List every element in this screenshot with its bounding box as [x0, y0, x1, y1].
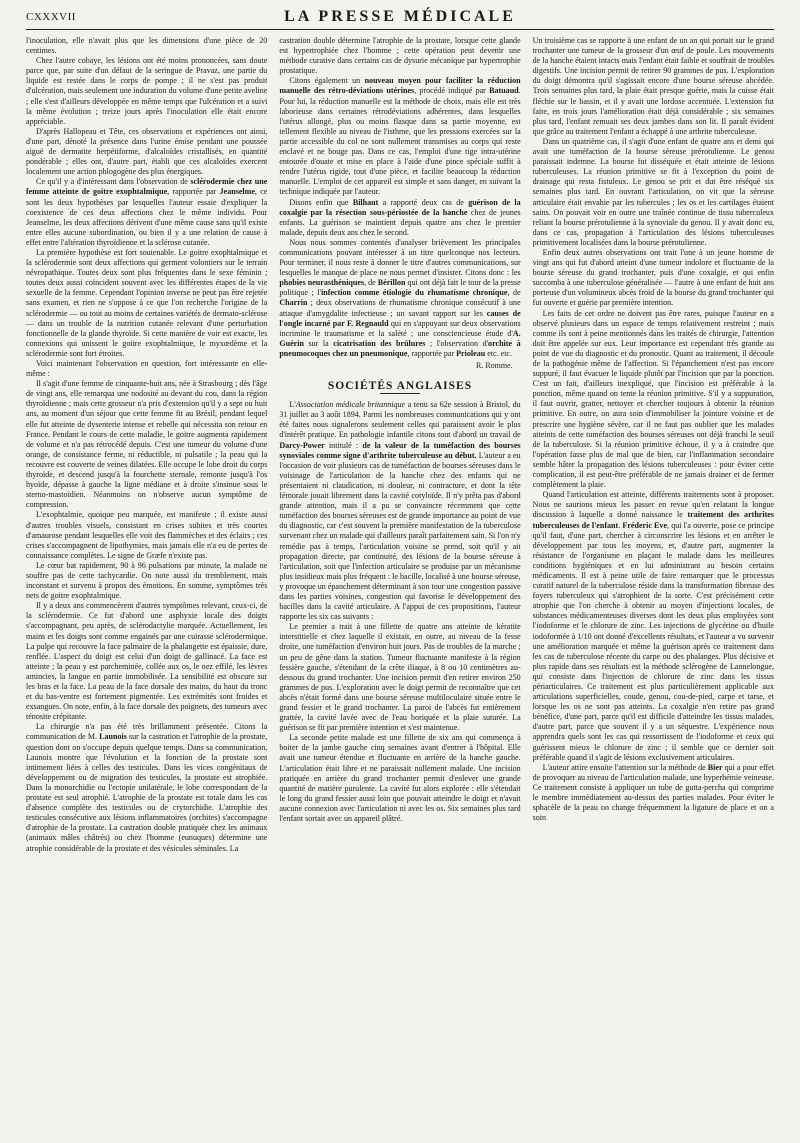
paragraph: La seconde petite malade est une fillette de six ans qui commença à boiter de la jambe gauche cinq semaines avant d'entrer à l'hôpital. Elle avait une tumeur étendue et fluctuante en arrière de la hanche gauche. L'articulation était libre et ne paraissait nullement malade. Une incision pratiquée en arrière du grand trochanter permit d'enlever une grande quantité de matière purulente. La cavité fut alors explorée : elle s'étendait le long du grand fessier aussi loin que pouvait atteindre le doigt et n'avait aucune connexion avec l'articulation ni avec les os. Six semaines plus tard l'enfant sortait avec un appareil plâtré. — [279, 733, 521, 824]
paragraph: Ce qu'il y a d'intéressant dans l'observation de sclérodermie chez une femme atteinte de goitre exophtalmique, rapportée par Jeanselme, ce sont les deux hypothèses par lesquelles l'auteur essaie d'expliquer la coexistence de ces deux affections chez le même individu. Pour Jeanselme, les deux affections dérivent d'une même cause sans qu'il existe entre elles aucune subordination, ou bien il y a une relation de cause à effet entre l'altération thyroïdienne et la sclérose cutanée. — [26, 177, 268, 247]
paragraph: Il y a deux ans commencèrent d'autres symptômes relevant, ceux-ci, de la sclérodermie. Ce fut d'abord une asphyxie locale des doigts s'accompagnant, peu après, de sclérodactylie marquée. Actuellement, les mains et les doigts sont comme engainés par une cuirasse sclérodermique. La pulpe qui recouvre la face palmaire de la phalangette est épaissie, dure, renflée. L'aspect du doigt est celui d'un doigt de gallinacé. La face est atteinte ; la peau y est parcheminée, collée aux os, le nez effilé, les lèvres amincies, la langue en partie immobilisée. La sensibilité est obscure sur les bras et la face. La peau de la face dorsale des mains, du haut du tronc et du bas-ventre est fortement pigmentée. Les extrémités sont froides et exsangues. On note, enfin, à la face dorsale des poignets, des tumeurs avec ténosite crépitante. — [26, 601, 268, 722]
author-name: Darcy-Power — [279, 440, 325, 450]
paragraph: Il s'agit d'une femme de cinquante-huit ans, née à Strasbourg ; dès l'âge de vingt ans, elle remarqua une nodosité au devant du cou, dans la région thyroïdienne ; mais cette grosseur n'a pris d'extension qu'il y a sept ou huit ans, au moment d'un séjour que cette femme fit au Brésil, pendant lequel elle fut atteinte de dysenterie intense et rebelle qui nécessita son retour en France. Pendant le cours de cette maladie, le goitre augmenta rapidement de volume et n'a pas rétrocédé depuis. C'est une tumeur du volume d'une orange, de consistance ferme, ni réductible, ni pulsatile ; la peau qui la recouvre est couverte de veines dilatées. Elle occupe le lobe droit du corps thyroïde, et descend jusqu'à la fourchette sternale, remonte jusqu'à l'os hyoïde, dépasse à gauche la ligne médiane et à droite s'insinue sous le sterno-mastoïdien. Néanmoins on n'observe aucun symptôme de compression. — [26, 379, 268, 510]
paragraph: Quand l'articulation est atteinte, différents traitements sont à proposer. Nous ne saurions mieux les passer en revue qu'en relatant la longue discussion à laquelle a donné naissance le traitement des arthrites tuberculeuses de l'enfant. Fréderic Eve, qui l'a ouverte, pose ce principe qu'il faut, d'une part, chercher à circonscrire les lésions et en arrêter le développement par tous les moyens, et, d'autre part, augmenter la résistance de l'organisme en plaçant le malade dans les meilleures conditions hygiéniques et en lui administrant au besoin certains médicaments. Il est à peine utile de faire remarquer que le processus curatif naturel de la tuberculose réside dans la transformation fibreuse des foyers tuberculeux qui s'atrophient de la sorte. C'est précisément cette atrophie que l'on cherche à obtenir au moyen d'injections locales, de substances médicamenteuses diverses dont les deux plus employées sont l'iodoforme et le chlorure de zinc. Les injections de glycérine ou d'huile iodoformée à 1/10 ont donné d'excellents résultats, et l'auteur a vu survenir une amélioration marquée et même la guérison après ce traitement dans les cas de tuberculose récente du carpe ou des phalanges. Plus décisive et plus rapide dans ses résultats est la méthode sclérogène de Lannelongue, qui consiste dans l'injection de chlorure de zinc dans les tissus périarticulaires. Ce traitement est plus particulièrement applicable aux articulations superficielles, coude, genou, cou-de-pied, carpe et tarse, et lorsque les os ne sont pas atteints. La coxalgie n'en retire pas grand bénéfice, d'une part, parce qu'il est difficile d'atteindre les tissus malades, d'autre part, parce que souvent il y a un séquestre. L'expérience nous apprendra quels sont les cas qui ressortissent de l'iodoforme et ceux qui guérissent mieux le chlorure de zinc ; il semble que ce dernier soit préférable quand il s'agit de lésions exclusivement articulaires. — [532, 490, 774, 762]
paragraph: Citons également un nouveau moyen pour faciliter la réduction manuelle des rétro-déviations utérines, procédé indiqué par Batuaud. Pour lui, la réduction manuelle est la méthode de choix, mais elle est très laborieuse dans certaines rétrodéviations adhérentes, dans lesquelles l'utérus allongé, plus ou moins flasque dans sa partie moyenne, est tellement flexible au niveau de l'isthme, que les pressions exercées sur la partie accessible du col ne sont nullement transmises au corps qui reste enclavé et ne bouge pas. Dans ce cas, l'emploi d'une tige intra-utérine entourée d'ouate et mise en place à l'aide d'une pince spéciale suffit à rendre l'utérus rigide, tout d'une pièce, et facilite beaucoup la réduction manuelle. L'emploi de cet appareil est simple et sans danger, en suivant la technique indiquée par l'auteur. — [279, 76, 521, 197]
paragraph: D'après Hallopeau et Tête, ces observations et expériences ont ainsi, d'une part, dénoté la présence dans l'urine émise pendant une poussée aiguë de dermatite herpétiforme, d'alcaloïdes cristallisés, en quantité pondérable ; elles ont, d'autre part, établi que ces alcaloïdes exercent localement une action phlogogène des plus énergiques. — [26, 126, 268, 177]
column-3 — [533, 36, 774, 1136]
paragraph: l'inoculation, elle n'avait plus que les dimensions d'une pièce de 20 centimes. — [26, 36, 268, 56]
paragraph: L'auteur attire ensuite l'attention sur la méthode de Bier qui a pour effet de provoquer au niveau de l'articulation malade, une hyperhémie veineuse. Ce traitement consiste à appliquer un tube de gutta-percha qui comprime le membre immédiatement au-dessus des parties malades. Pour éviter le sphacèle de la peau on change fréquemment la ligature de place et on a soin — [532, 762, 774, 823]
paragraph: Disons enfin que Bilhaut a rapporté deux cas de guérison de la coxalgie par la résection sous-périostée de la hanche chez de jeunes enfants. La guérison se maintient depuis quatre ans chez le premier malade, depuis deux ans chez le second. — [279, 197, 521, 237]
paragraph: Chez l'autre cobaye, les lésions ont été moins prononcées, sans doute parce que, par suite d'un défaut de la seringue de Pravaz, une partie du liquide est restée dans le corps de pompe ; il ne s'est pas produit d'ulcération, mais seulement une induration du volume d'une petite aveline ; elle s'est d'ailleurs développée en même temps que l'ulcération et a suivi la même évolution ; treize jours après l'inoculation elle était encore appréciable. — [26, 56, 268, 126]
article-signature: R. Romme. — [475, 361, 513, 370]
text-columns — [26, 36, 774, 1136]
column-1 — [26, 36, 267, 1136]
paragraph: La chirurgie n'a pas été très brillamment présentée. Citons la communication de M. Launois sur la castration et l'atrophie de la prostate, question dont on s'occupe depuis quelque temps. Dans sa communication, Launois montre que l'évolution et la fonction de la prostate sont intimement liées à celles des testicules. Dans les vices congénitaux de développement ou de migration des testicules, la prostate est atrophiée. Dans la monorchidie ou l'ectopie unilatérale, le lobe correspondant de la prostate est seul atrophié. L'atrophie de la prostate est totale dans les cas d'absence complète des testicules ou de crytorchidie. L'atrophie des testicules consécutive aux lésions inflammatoires (orchites) s'accompagne d'atrophie de la prostate. La castration double pratiquée chez les animaux (animaux mâles châtrés) ou chez l'homme (eunuques) détermine une atrophie considérable de la prostate et des vésicules séminales. La — [26, 722, 268, 853]
topic-title: guérison de la coxalgie par la résection sous-périostée de la hanche — [279, 197, 521, 217]
topic-title: sclérodermie chez une femme atteinte de goitre exophtalmique — [26, 177, 268, 197]
topic-title: traitement des arthrites tuberculeuses de l'enfant — [532, 510, 774, 530]
section-heading: SOCIÉTÉS ANGLAISES — [327, 380, 473, 393]
author-name: Fréderic Eve — [622, 520, 668, 530]
paragraph: Un troisième cas se rapporte à une enfant de un an qui portait sur le grand trochanter une tumeur de la grosseur d'un œuf de poule. Les mouvements de la hanche étaient intacts mais l'enfant était faible et souffrait de troubles digestifs. Une incision permit de retirer 90 grammes de pus. L'exploration du doigt démontra qu'il s'agissait encore d'une bourse séreuse abcédée. Trois semaines plus tard, la plaie était presque guérie, mais la cuisse était fléchie sur le bassin, et il y avait une lordose accentuée. L'extension fut faite, en trois jours l'amélioration était déjà considérable ; six semaines plus tard, l'enfant remuait ses deux jambes dans son lit. Il paraît évident que grâce au traitement l'enfant a échappé à une arthrite tuberculeuse. — [532, 36, 774, 136]
column-2 — [279, 36, 520, 1136]
paragraph: L'Association médicale britannique a tenu sa 62e session à Bristol, du 31 juillet au 3 août 1894. Parmi les nombreuses communications qui y ont été faites nous signalerons seulement celles qui paraissent avoir le plus d'intérêt pratique. En pathologie infantile citons tout d'abord un travail de Darcy-Power intitulé : de la valeur de la tuméfaction des bourses synoviales comme signe d'arthrite tuberculeuse au début. L'auteur a eu l'occasion de voir plusieurs cas de tuméfaction de bourses séreuses dans le voisinage de l'articulation de la hanche chez des enfants qui ne présentaient ni claudication, ni douleur, ni contracture, et dont la tête fémorale jouait librement dans la cavité cotyloïde. Il n'y prêta pas d'abord grande attention, mais il a pu se convaincre récemment que cette tuméfaction des bourses séreuses est de grande importance au point de vue du diagnostic, car c'est souvent la première manifestation de la tuberculose survenant chez un malade qui d'ailleurs paraît parfaitement sain. Si l'on n'y remédie pas à temps, l'articulation voisine se prend, soit qu'il y ait propagation directe, par continuité, des lésions de la bourse séreuse à l'articulation, soit que l'infection articulaire se produise par un mécanisme plus insidieux mais plus fréquent : le bacille, localisé à une bourse séreuse, y provoque un épanchement déterminant à son tour une congestion passive dans les parties voisines, congestion qui favorise le développement des bacilles dans la cavité articulaire. A l'appui de ces propositions, l'auteur rapporte les six cas suivants : — [279, 400, 521, 622]
paragraph: La première hypothèse est fort soutenable. Le goitre exophtalmique et la sclérodermie sont deux affections qui germent volontiers sur le terrain névropathique. Toutes deux sont plus fréquentes dans le sexe féminin ; toutes deux aussi coïncident souvent avec les différentes étapes de la vie sexuelle de la femme. Cependant l'opinion inverse ne peut pas être rejetée sans examen, et rien ne s'oppose à ce que l'on recherche l'origine de la sclérodermie — ou tout au moins de certaines variétés de dermato-sclérose — dans un trouble de la nutrition cutanée relevant d'une perturbation fonctionnelle de la glande thyroïde. Si cette manière de voir est exacte, les connexions qui unissent le goitre exophtalmique, le myxœdème et la sclérodermie sont fort étroites. — [26, 247, 268, 358]
paragraph: Le cœur bat rapidement, 90 à 96 pulsations par minute, la malade ne souffre pas de cette tachycardie. On note aussi du tremblement, mais inconstant et survenu à propos des émotions. En somme, symptômes très nets de goitre exophtalmique. — [26, 560, 268, 601]
paragraph: Enfin deux autres observations ont trait l'une à un jeune homme de vingt ans qui fut d'abord atteint d'une tumeur indolore et fluctuante de la bourse séreuse du grand trochanter, puis d'une coxalgie, et qui enfin succomba à une tuberculose généralisée — l'autre à une enfant de huit ans porteuse d'un volumineux abcès froid de la bourse du grand trochanter qui fut ouverte et guérie par première intention. — [532, 247, 774, 308]
paragraph: Les faits de cet ordre ne doivent pas être rares, puisque l'auteur en a observé plusieurs dans un espace de temps relativement restreint ; mais comme ils sont à peine mentionnés dans les traités de chirurgie, l'attention doit être appelée sur eux. Leur importance est cependant très grande au point de vue du diagnostic et du pronostic. Quant au traitement, il découle de la pathogénie même de l'affection. Si l'épanchement n'est pas encore suppuré, il faut évacuer le liquide plutôt par l'incision que par la ponction. C'est un fait, d'ailleurs inexpliqué, que l'incision est préférable à la ponction, même quand on tente la réunion primitive. S'il y a suppuration, il faut ouvrir, gratter, nettoyer et chercher toujours à obtenir la réunion primitive. En outre, on aura soin d'immobiliser la jointure voisine et de prescrire une hygiène sévère, car il ne faut pas oublier que les malades atteints de cette tuméfaction des bourses séreuses ont déjà franchi le seuil de la tuberculose. Si la réunion primitive échoue, il y a à craindre que l'opération fasse plus de mal que de bien, car l'inflammation secondaire semble hâter la propagation des lésions tuberculeuses : pour éviter cette complication, il est peut-être préférable de ne jamais drainer et de fermer complètement la plaie. — [532, 308, 774, 490]
section-divider — [380, 393, 420, 394]
paragraph: Dans un quatrième cas, il s'agit d'une enfant de quatre ans et demi qui avait une tuméfaction de la bourse séreuse prérotulienne. Le genou paraissait indemne. La bourse fut disséquée et était atteinte de lésions tuberculeuses. La réunion primitive se fit à l'exception du point de drainage qui resta fistuleux. Le genou se prit et dut être réséqué six semaines plus tard. En ouvrant l'articulation, on vit que la séreuse articulaire était envahie par les tubercules ; les os et les cartilages étaient sains. On pouvait voir en outre une traînée continue de tissu tuberculeux reliant la bourse prérotulienne à la synoviale du genou. Il y avait donc eu, dans ce cas, propagation à l'articulation des lésions tuberculeuses primitivement localisées dans la bourse prérotulienne. — [532, 136, 774, 247]
paragraph: L'exophtalmie, quoique peu marquée, est manifeste ; il existe aussi d'autres troubles visuels, consistant en crises subites et très courtes d'amaurose pendant lesquelles elle voit des flammèches et des éclairs ; ces crises s'accompagnent de lipothymies, mais jamais elle n'a eu de pertes de connaissance complètes. Le signe de Græfe n'existe pas. — [26, 510, 268, 560]
paragraph: castration double détermine l'atrophie de la prostate, lorsque cette glande est hypertrophiée chez l'homme ; cette opération peut devenir une méthode curative dans certains cas de dysurie mécanique par hypertrophie prostatique. — [279, 36, 521, 76]
paragraph: Le premier a trait à une fillette de quatre ans atteinte de kératite interstitielle et chez laquelle il existait, en outre, au niveau de la fesse droite, une tuméfaction d'environ huit jours. Pas de troubles de la marche ; un peu de gêne dans la station. Tumeur fluctuante manifeste à la région fessière gauche, s'étendant de la crête iliaque, à 8 ou 10 centimètres au-dessous du grand trochanter. Une incision permit d'en retirer environ 250 grammes de pus. L'exploration avec le doigt permit de reconnaître que cet abcès n'était formé dans une bourse séreuse multiloculaire située entre le grand fessier et le grand trochanter. La paroi de l'abcès fut entièrement grattée, la cavité lavée avec de l'eau boriquée et la plaie suturée. La guérison se fit par première intention et s'est maintenue. — [279, 622, 521, 733]
page-header — [26, 7, 774, 30]
author-name: Bier — [707, 762, 723, 772]
author-name: Bilhaut — [352, 197, 379, 207]
author-name: Batuaud — [489, 86, 519, 96]
page-number: CXXXVII — [26, 11, 76, 23]
masthead-title: LA PRESSE MÉDICALE — [284, 8, 516, 25]
topic-title: de la valeur de la tuméfaction des bourses synoviales comme signe d'arthrite tuberculeuse au début. — [279, 440, 521, 460]
paragraph: Voici maintenant l'observation en question, fort intéressante en elle-même : — [26, 359, 268, 379]
topic-title: nouveau moyen pour faciliter la réduction manuelle des rétro-déviations utérines — [279, 76, 521, 96]
paragraph: Nous nous sommes contentés d'analyser brièvement les principales communications pouvant intéresser à un titre quelconque nos lecteurs. Pour terminer, il nous reste à donner le titre d'autres communications, sur lesquelles le manque de place ne nous permet d'insister. Citons donc : les phobies neurasthéniques, de Bérillon qui ont déjà fait le tour de la presse politique ; l'infection comme étiologie du rhumatisme chronique, de Charrin ; deux observations de rhumatisme chronique consécutif à une attaque d'amygdalite infectieuse ; un savant rapport sur les causes de l'ongle incarné par F. Regnauld qui en s'appuyant sur deux observations incrimine le traumatisme et la salété ; une consciencieuse étude d'A. Guérin sur la cicatrisation des brûlures ; l'observation d'orchite à pneumocoques chez un pneumonique, rapportée par Prioleau etc. etc. — [279, 237, 521, 358]
author-name: Launois — [99, 732, 127, 742]
author-name: Jeanselme — [219, 187, 255, 197]
